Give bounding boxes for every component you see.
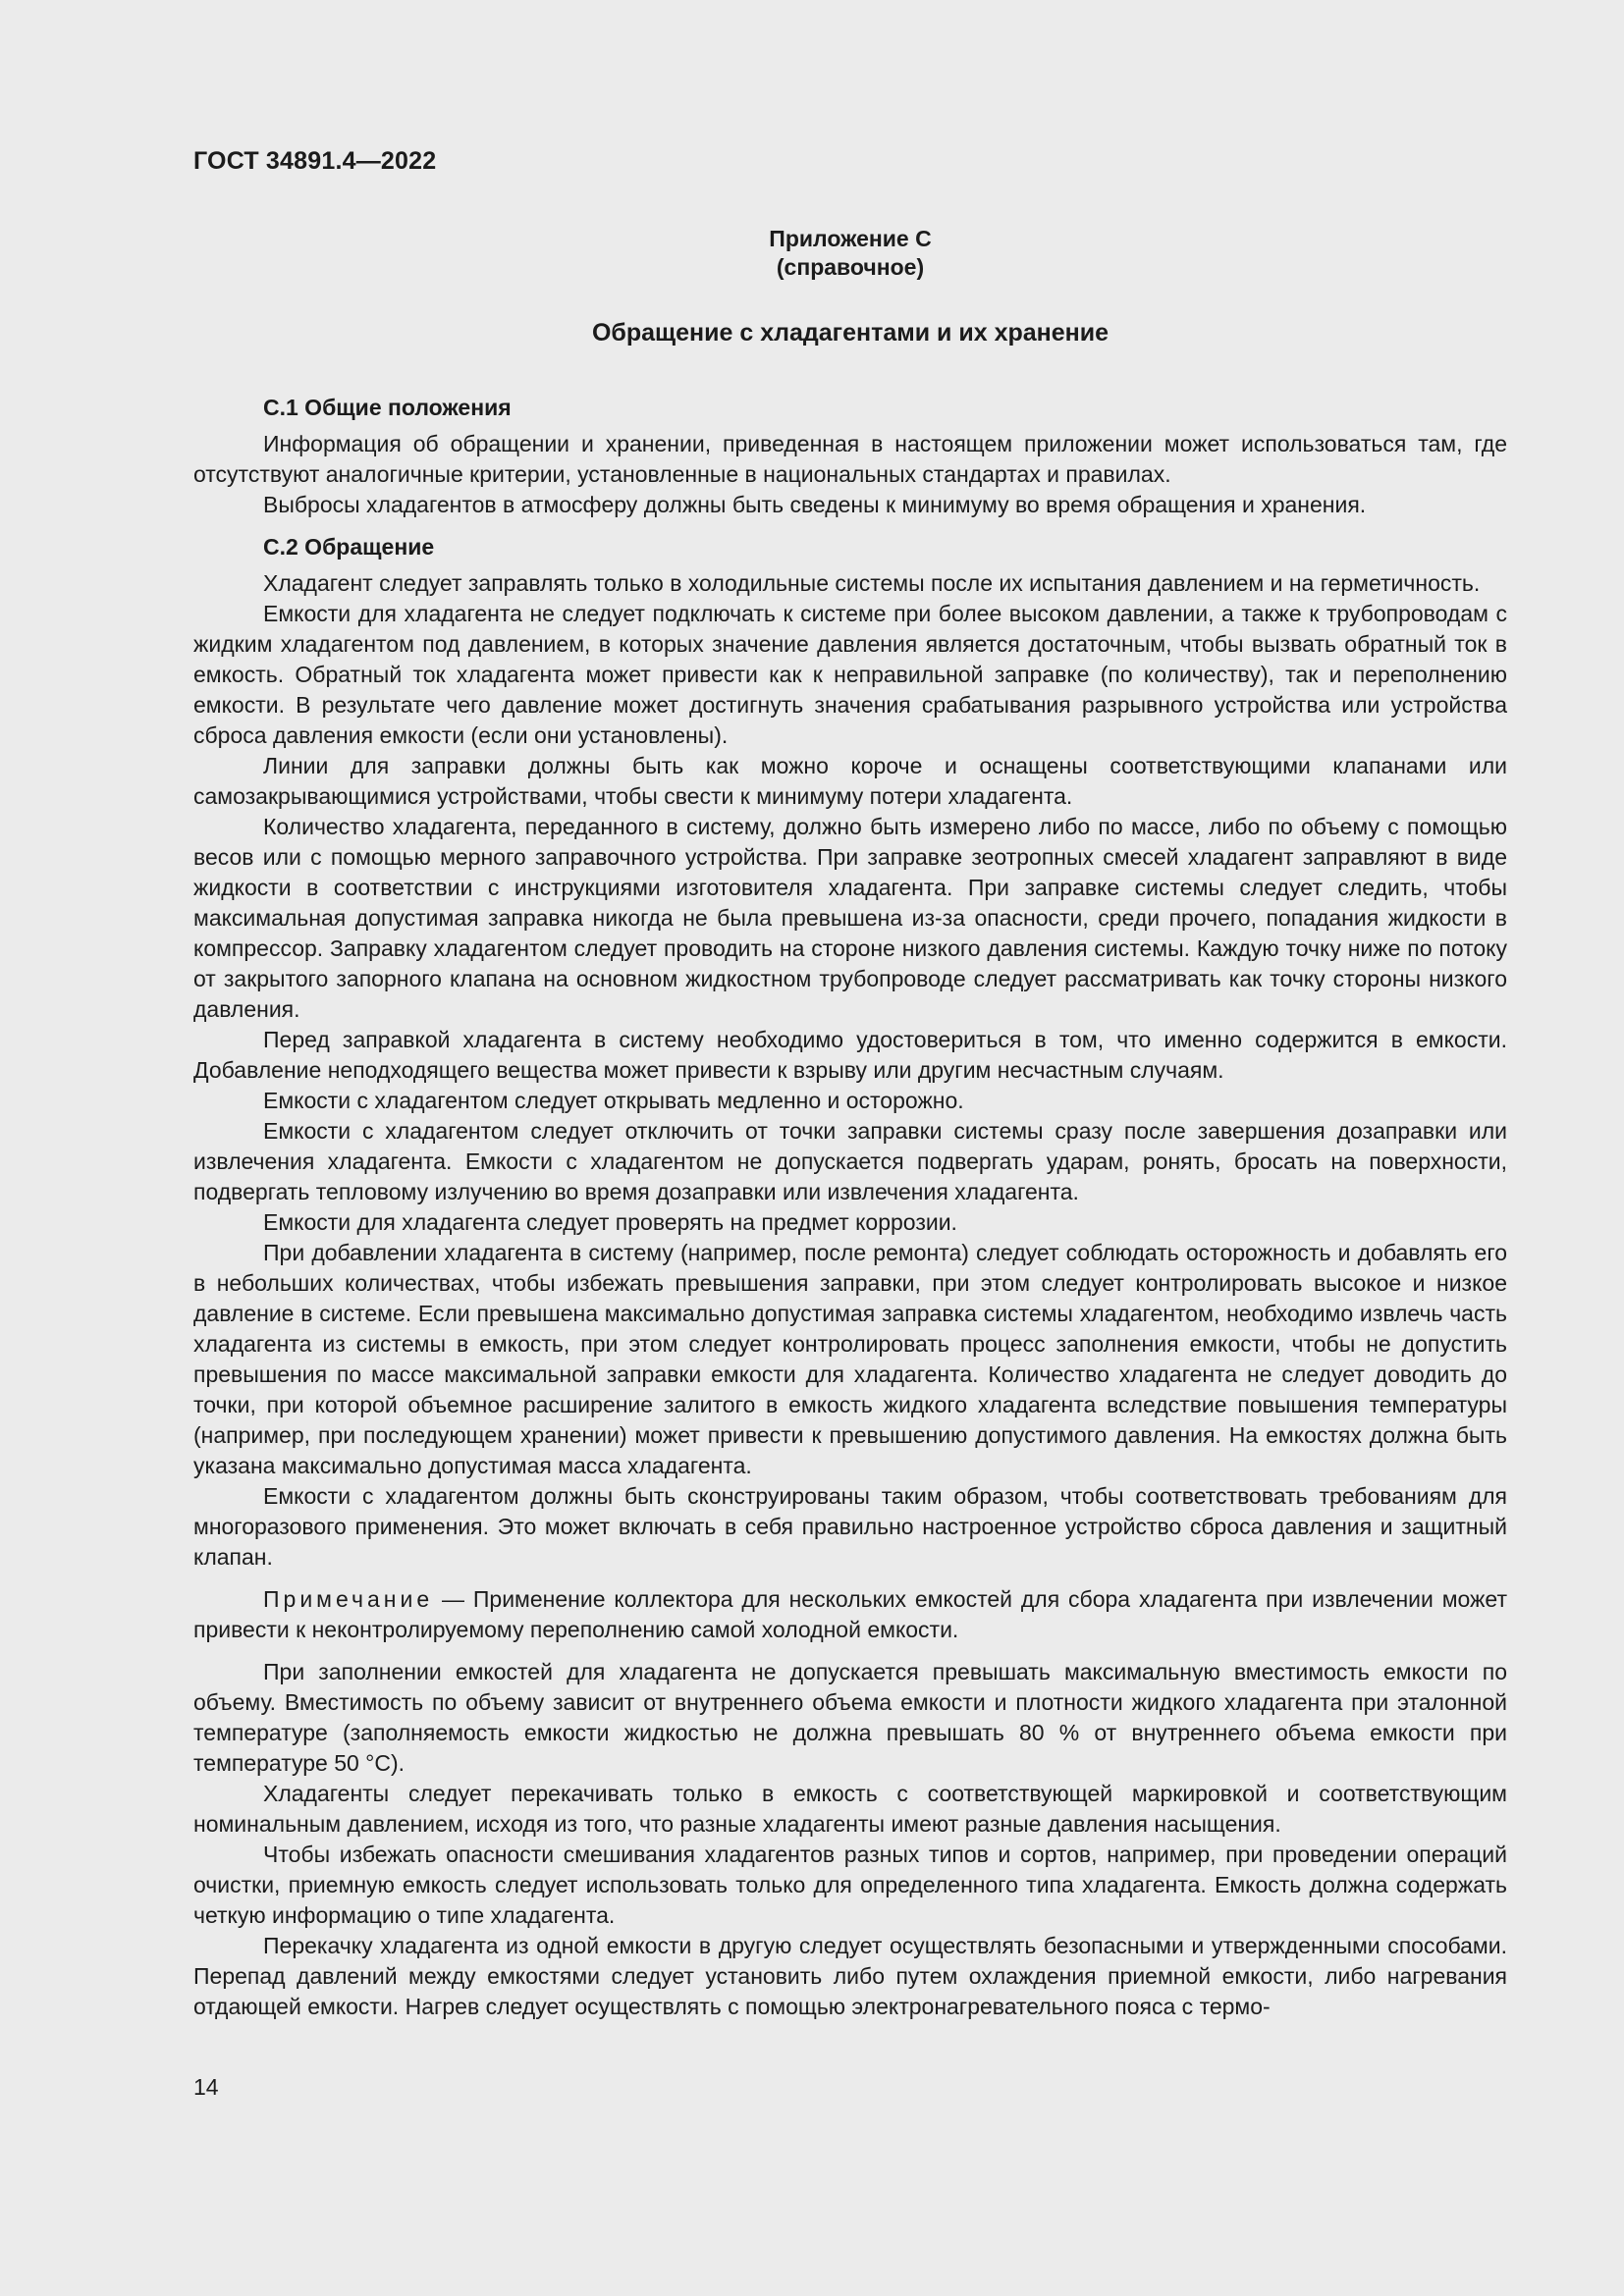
note xyxy=(193,1584,1507,1645)
paragraph: Хладагенты следует перекачивать только в емкость с соответствующей маркировкой и соответствующим номинальным давлением, исходя из того, что разные хладагенты имеют разные давления насыщения. xyxy=(193,1781,1507,1837)
paragraph: Емкости для хладагента следует проверять на предмет коррозии. xyxy=(263,1209,957,1235)
paragraph: Емкости с хладагентом должны быть сконструированы таким образом, чтобы соответствовать требованиям для многоразового применения. Это может включать в себя правильно настроенное устройство сброса давления и защитный клапан. xyxy=(193,1483,1507,1570)
paragraph: Перед заправкой хладагента в систему необходимо удостовериться в том, что именно содержится в емкости. Добавление неподходящего вещества может привести к взрыву или другим несчастным случаям. xyxy=(193,1027,1507,1083)
document-code: ГОСТ 34891.4—2022 xyxy=(193,147,437,175)
annex-status: (справочное) xyxy=(776,254,925,280)
annex-label: Приложение С xyxy=(769,226,932,251)
paragraph: Емкости с хладагентом следует открывать медленно и осторожно. xyxy=(263,1088,964,1113)
paragraph: Емкости для хладагента не следует подключать к системе при более высоком давлении, а также к трубопроводам с жидким хладагентом под давлением, в которых значение давления является достаточным, чтобы вызвать обратный ток в емкость. Обратный ток хладагента может привести как к неправильной заправке (по количеству), так и переполнению емкости. В результате чего давление может достигнуть значения срабатывания разрывного устройства или устройства сброса давления емкости (если они установлены). xyxy=(193,601,1507,748)
paragraph: При заполнении емкостей для хладагента не допускается превышать максимальную вместимость емкости по объему. Вместимость по объему зависит от внутреннего объема емкости и плотности жидкого хладагента при эталонной температуре (заполняемость емкости жидкостью не должна превышать 80 % от внутреннего объема емкости при температуре 50 °С). xyxy=(193,1659,1507,1776)
annex-heading xyxy=(193,225,1507,282)
note-label: Примечание xyxy=(263,1586,434,1612)
note-text: — Применение коллектора для нескольких емкостей для сбора хладагента при извлечении может привести к неконтролируемому переполнению самой холодной емкости. xyxy=(193,1586,1507,1642)
paragraph: Информация об обращении и хранении, приведенная в настоящем приложении может использоваться там, где отсутствуют аналогичные критерии, установленные в национальных стандартах и правилах. xyxy=(193,431,1507,487)
section-heading: С.1 Общие положения xyxy=(263,395,512,420)
section-heading: С.2 Обращение xyxy=(263,534,435,560)
paragraph: Емкости с хладагентом следует отключить от точки заправки системы сразу после завершения дозаправки или извлечения хладагента. Емкости с хладагентом не допускается подвергать ударам, ронять, бросать на поверхности, подвергать тепловому излучению во время дозаправки или извлечения хладагента. xyxy=(193,1118,1507,1204)
page-number: 14 xyxy=(193,2074,219,2100)
paragraph: Перекачку хладагента из одной емкости в другую следует осуществлять безопасными и утвержденными способами. Перепад давлений между емкостями следует установить либо путем охлаждения приемной емкости, либо нагревания отдающей емкости. Нагрев следует осуществлять с помощью электронагревательного пояса с термо- xyxy=(193,1933,1507,2019)
document-body xyxy=(193,393,1507,2022)
paragraph: Количество хладагента, переданного в систему, должно быть измерено либо по массе, либо по объему с помощью весов или с помощью мерного заправочного устройства. При заправке зеотропных смесей хладагент заправляют в виде жидкости в соответствии с инструкциями изготовителя хладагента. При заправке системы следует следить, чтобы максимальная допустимая заправка никогда не была превышена из-за опасности, среди прочего, попадания жидкости в компрессор. Заправку хладагентом следует проводить на стороне низкого давления системы. Каждую точку ниже по потоку от закрытого запорного клапана на основном жидкостном трубопроводе следует рассматривать как точку стороны низкого давления. xyxy=(193,814,1507,1022)
annex-title: Обращение с хладагентами и их хранение xyxy=(591,319,1110,347)
paragraph: Линии для заправки должны быть как можно короче и оснащены соответствующими клапанами или самозакрывающимися устройствами, чтобы свести к минимуму потери хладагента. xyxy=(193,753,1507,809)
paragraph: Выбросы хладагентов в атмосферу должны быть сведены к минимуму во время обращения и хранения. xyxy=(263,492,1367,517)
paragraph: Чтобы избежать опасности смешивания хладагентов разных типов и сортов, например, при проведении операций очистки, приемную емкость следует использовать только для определенного типа хладагента. Емкость должна содержать четкую информацию о типе хладагента. xyxy=(193,1842,1507,1928)
paragraph: Хладагент следует заправлять только в холодильные системы после их испытания давлением и на герметичность. xyxy=(263,570,1481,596)
paragraph: При добавлении хладагента в систему (например, после ремонта) следует соблюдать осторожность и добавлять его в небольших количествах, чтобы избежать превышения заправки, при этом следует контролировать высокое и низкое давление в системе. Если превышена максимально допустимая заправка системы хладагентом, необходимо извлечь часть хладагента из системы в емкость, при этом следует контролировать процесс заполнения емкости, чтобы не допустить превышения по массе максимальной заправки емкости для хладагента. Количество хладагента не следует доводить до точки, при которой объемное расширение залитого в емкость жидкого хладагента вследствие повышения температуры (например, при последующем хранении) может привести к превышению допустимого давления. На емкостях должна быть указана максимально допустимая масса хладагента. xyxy=(193,1240,1507,1478)
